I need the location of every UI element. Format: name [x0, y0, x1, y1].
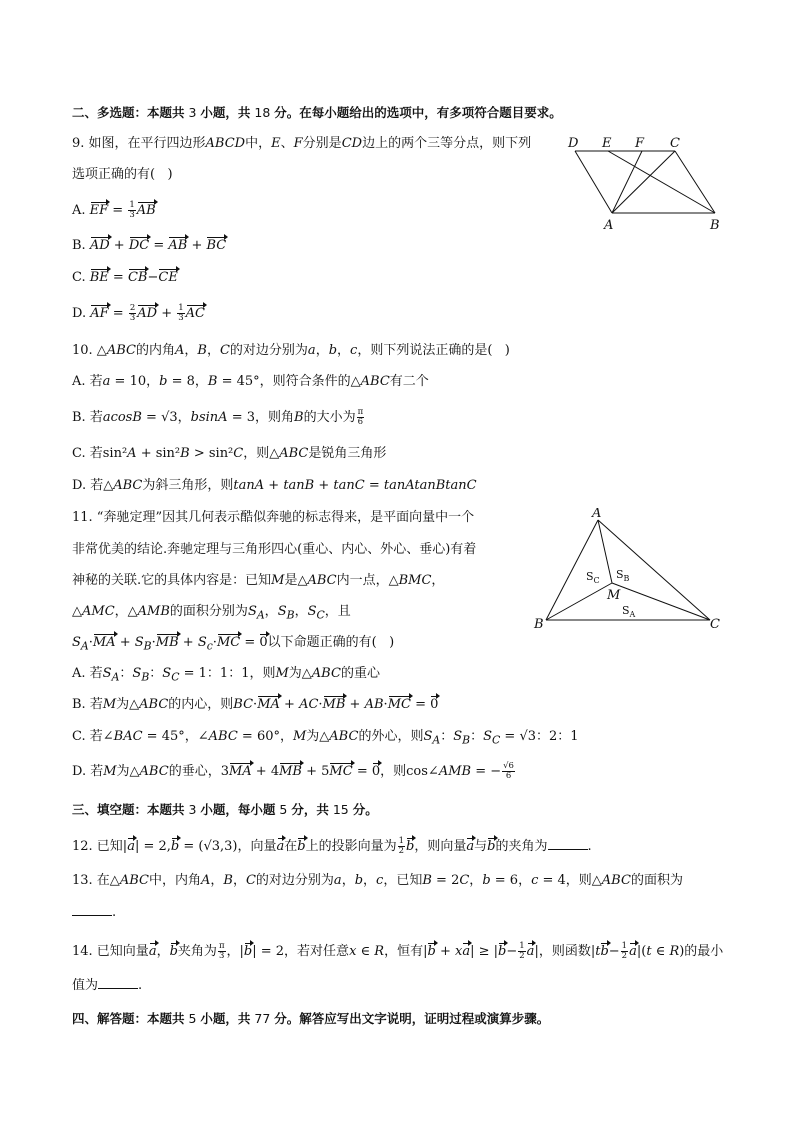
q14-answer-blank[interactable]: [98, 976, 138, 989]
q10-option-c: C. 若sin²A + sin²B > sin²C，则△ABC是锐角三角形: [72, 446, 387, 461]
q11-option-d: D. 若M为△ABC的垂心，3MA + 4MB + 5MC = 0，则cos∠AMB = − $\frac{√6}{6}$: [72, 761, 514, 781]
benz-triangle-figure: [530, 508, 730, 633]
segment-ac: [612, 151, 675, 213]
parallelogram-figure: [560, 133, 730, 235]
q11-option-a: A. 若$S_A$：$S_B$：$S_C = 1$：1：1，则M为△ABC的重心: [72, 666, 380, 684]
label-b: B: [710, 218, 720, 233]
q9-option-b: B. AD + DC = AB + BC: [72, 236, 226, 256]
q9-option-a: A. EF = $\frac{1}{3}$ AB: [72, 200, 156, 220]
label-e: E: [602, 136, 612, 151]
q11-stem-line4: △AMC，△AMB的面积分别为$S_A$，$S_B$，$S_C$，且: [72, 604, 351, 622]
section-4-header: 四、解答题：本题共 5 小题，共 77 分。解答应写出文字说明，证明过程或演算步骤。: [72, 1011, 550, 1026]
label-b: B: [534, 617, 544, 632]
q10-option-d: D. 若△ABC为斜三角形，则tanA + tanB + tanC = tanAtanBtanC: [72, 478, 477, 493]
segment-ma: [598, 520, 612, 583]
q9-option-c: C. BE = CB−CE: [72, 268, 178, 288]
q11-stem-line5: $S_A\cdot MA + S_B\cdot MB + S_c\cdot MC = 0$以下命题正确的有( ): [72, 635, 395, 653]
label-a: A: [604, 218, 614, 233]
q13-answer-blank[interactable]: [72, 903, 112, 916]
label-sb: $S_B$: [616, 568, 630, 583]
q13-text-line2: .: [72, 903, 116, 923]
label-c: C: [710, 617, 720, 632]
edge-da: [575, 151, 612, 213]
segment-be: [608, 151, 715, 213]
q10-option-a: A. 若a = 10，b = 8，B = 45°，则符合条件的△ABC有二个: [72, 374, 429, 389]
label-m: M: [607, 588, 621, 603]
q11-stem-line1: 11. “奔驰定理”因其几何表示酷似奔驰的标志得来，是平面向量中一个: [72, 510, 475, 525]
q9-stem-line2: 选项正确的有( ): [72, 167, 173, 182]
segment-af: [612, 151, 642, 213]
q12-answer-blank[interactable]: [548, 837, 588, 850]
section-3-header: 三、填空题：本题共 3 小题，每小题 5 分，共 15 分。: [72, 802, 378, 817]
q10-option-b: B. 若acosB = √3，bsinA = 3，则角B的大小为 $\frac{\pi}{6}$: [72, 407, 364, 427]
label-c: C: [670, 136, 680, 151]
q11-stem-line3: 神秘的关联.它的具体内容是：已知M是△ABC内一点，△BMC，: [72, 573, 445, 588]
edge-ac: [598, 520, 710, 620]
q11-stem-line2: 非常优美的结论.奔驰定理与三角形四心(重心、内心、外心、垂心)有着: [72, 542, 477, 557]
section-2-header: 二、多选题：本题共 3 小题，共 18 分。在每小题给出的选项中，有多项符合题目要求。: [72, 105, 562, 120]
label-sa: $S_A$: [622, 604, 636, 619]
label-d: D: [568, 136, 579, 151]
edge-cb: [675, 151, 715, 213]
q14-text-line2: 值为 .: [72, 978, 143, 993]
label-a: A: [592, 508, 602, 521]
q12-text: 12. 已知|a| = 2,b = (√3,3)，向量a在b上的投影向量为 $\frac{1}{2}$ b，则向量a与b的夹角为 .: [72, 836, 592, 856]
q10-stem: 10. △ABC的内角A，B，C的对边分别为a，b，c，则下列说法正确的是( ): [72, 343, 510, 358]
label-sc: $S_C$: [586, 570, 600, 585]
q11-option-c: C. 若∠BAC = 45°，∠ABC = 60°，M为△ABC的外心，则$S_A$：$S_B$：$S_C = √3$：2：1: [72, 729, 579, 747]
q9-stem-line1: 9. 如图，在平行四边形ABCD中，E、F分别是CD边上的两个三等分点，则下列: [72, 136, 532, 151]
q11-option-b: B. 若M为△ABC的内心，则BC·MA + AC·MB + AB·MC = 0: [72, 695, 438, 715]
q13-text-line1: 13. 在△ABC中，内角A，B，C的对边分别为a，b，c，已知B = 2C，b = 6，c = 4，则△ABC的面积为: [72, 873, 683, 888]
label-f: F: [635, 136, 645, 151]
q9-option-d: D. AF = $\frac{2}{3}$ AD + $\frac{1}{3}$ AC: [72, 303, 205, 323]
q14-text-line1: 14. 已知向量a，b夹角为 $\frac{\pi}{3}$ ，|b| = 2，若对任意x ∈ R，恒有|b + xa| ≥ |b− $\frac{1}{2}$ a|，则函数|tb− $\frac{1}{2}$ a|(t ∈ R)的最小: [72, 941, 724, 961]
